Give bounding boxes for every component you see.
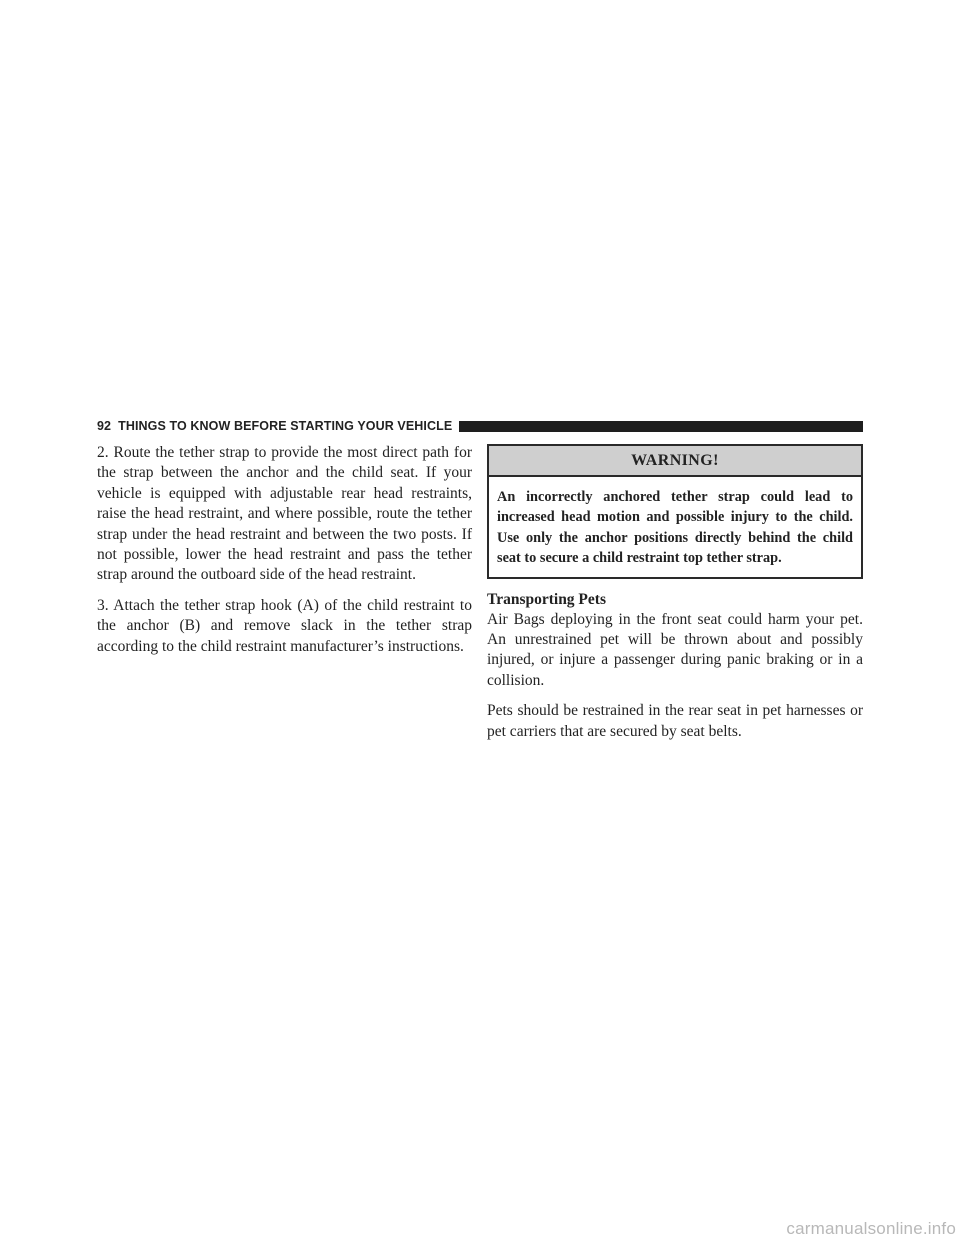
- section-title: THINGS TO KNOW BEFORE STARTING YOUR VEHICLE: [118, 419, 453, 433]
- page-header: [97, 413, 863, 439]
- pets-paragraph-2: Pets should be restrained in the rear seat in pet harnesses or pet carriers that are secured by seat belts.: [487, 702, 863, 740]
- left-column: [97, 443, 472, 667]
- watermark-link[interactable]: carmanualsonline.info: [786, 1219, 956, 1238]
- step-3-paragraph: 3. Attach the tether strap hook (A) of the child restraint to the anchor (B) and remove slack in the tether strap according to the child restraint manufacturer’s instructions.: [97, 596, 472, 655]
- pets-paragraph-1: Air Bags deploying in the front seat could harm your pet. An unrestrained pet will be thrown about and possibly injured, or injure a passenger during panic braking or in a collision.: [487, 610, 863, 689]
- warning-title: WARNING!: [489, 446, 861, 477]
- page-number: 92: [97, 419, 112, 433]
- transporting-pets-heading: Transporting Pets: [487, 590, 606, 608]
- warning-text: An incorrectly anchored tether strap could lead to increased head motion and possible injury to the child. Use only the anchor positions directly behind the child seat to secure a child restraint top tether strap.: [497, 489, 853, 567]
- step-2-paragraph: 2. Route the tether strap to provide the most direct path for the strap between the anchor and the child seat. If your vehicle is equipped with adjustable rear head restraints, raise the head restraint, and where possible, route the tether strap under the head restraint and between the two posts. If not possible, lower the head restraint and pass the tether strap around the outboard side of the head restraint.: [97, 444, 472, 584]
- header-rule: [459, 421, 863, 432]
- warning-box: [487, 444, 863, 579]
- right-column: [487, 444, 863, 752]
